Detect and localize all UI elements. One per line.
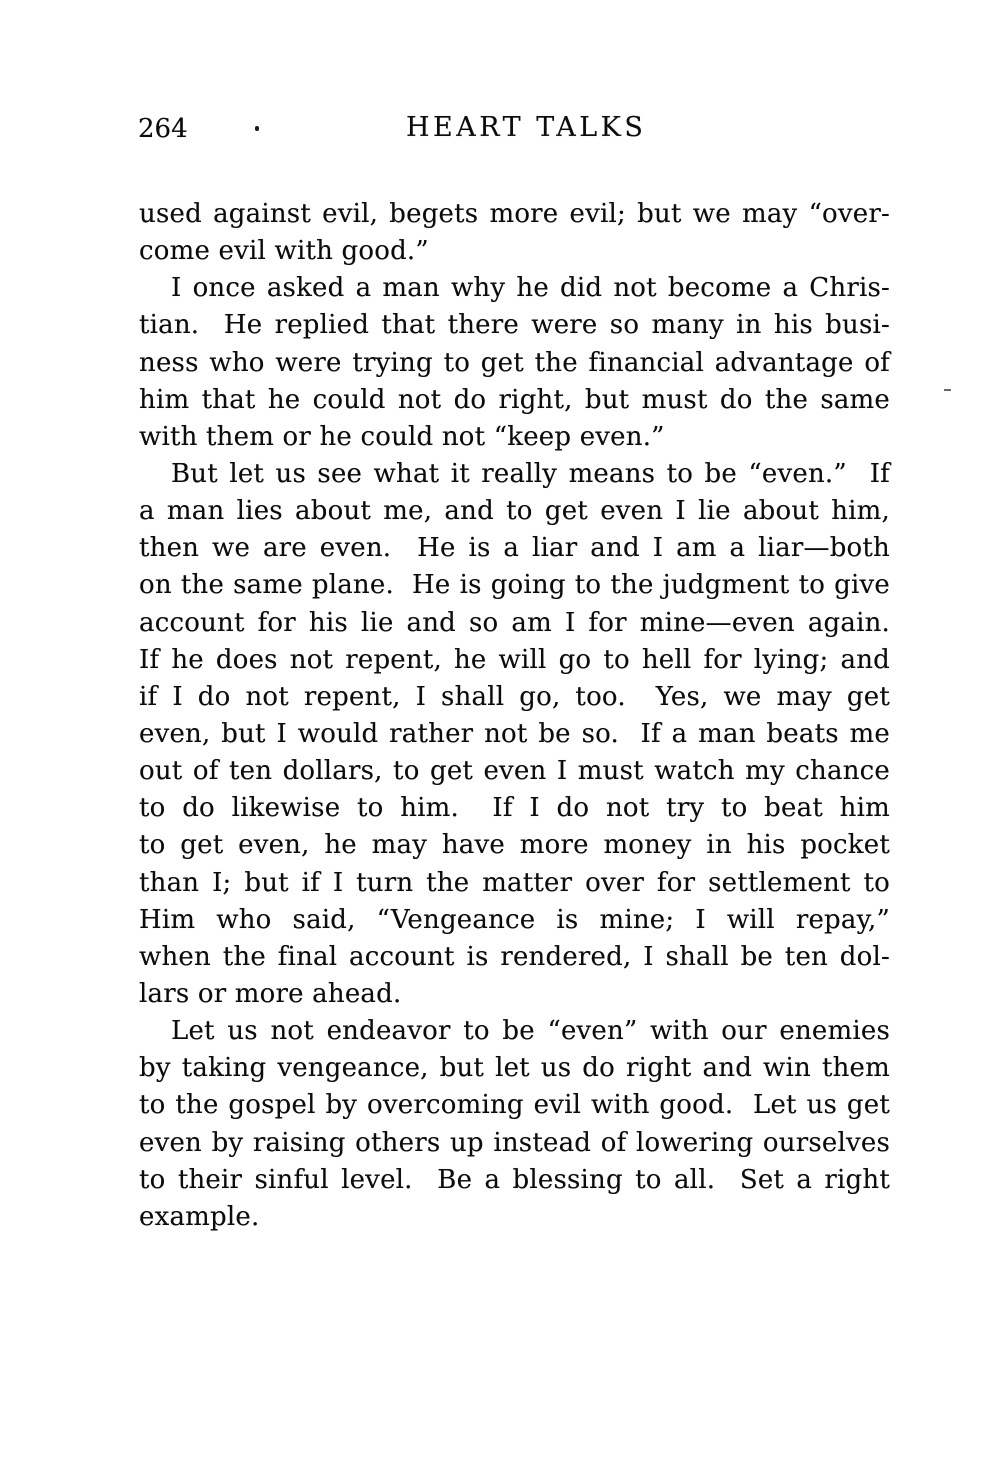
text-line: to their sinful level. Be a blessing to all. Set a right <box>139 1164 890 1195</box>
text-line: come evil with good.” <box>139 236 429 267</box>
ink-speck-dot-icon <box>255 126 259 131</box>
text-line: But let us see what it really means to be “even.” If <box>171 458 890 489</box>
page-number: 264 <box>138 114 188 144</box>
text-line: than I; but if I turn the matter over for settlement to <box>139 867 890 898</box>
text-line: example. <box>139 1201 260 1232</box>
text-line: out of ten dollars, to get even I must watch my chance <box>139 756 890 787</box>
text-line: him that he could not do right, but must do the same <box>139 384 890 415</box>
body-text-block <box>139 196 890 1236</box>
text-line: by taking vengeance, but let us do right and win them <box>139 1053 890 1084</box>
text-line: ness who were trying to get the financial advantage of <box>139 347 890 378</box>
ink-speck-dash-icon <box>944 389 951 391</box>
text-line: a man lies about me, and to get even I lie about him, <box>139 496 890 527</box>
text-line: account for his lie and so am I for mine—even again. <box>139 607 890 638</box>
text-line: lars or more ahead. <box>139 978 402 1009</box>
text-line: if I do not repent, I shall go, too. Yes, we may get <box>139 681 890 712</box>
text-line: used against evil, begets more evil; but we may “over- <box>139 199 890 229</box>
text-line: to get even, he may have more money in his pocket <box>139 830 890 861</box>
text-line: Let us not endeavor to be “even” with our enemies <box>171 1016 890 1047</box>
text-line: with them or he could not “keep even.” <box>139 421 665 452</box>
text-line: to the gospel by overcoming evil with good. Let us get <box>139 1090 890 1121</box>
text-line: to do likewise to him. If I do not try to beat him <box>139 793 890 824</box>
text-line: even by raising others up instead of lowering ourselves <box>139 1127 890 1158</box>
text-line: I once asked a man why he did not become a Chris- <box>171 273 890 304</box>
text-line: If he does not repent, he will go to hell for lying; and <box>139 644 890 675</box>
text-line: tian. He replied that there were so many in his busi- <box>139 310 890 341</box>
text-line: Him who said, “Vengeance is mine; I will repay,” <box>139 904 890 935</box>
text-line: even, but I would rather not be so. If a man beats me <box>139 718 890 749</box>
running-header-title: HEART TALKS <box>406 112 647 143</box>
text-line: then we are even. He is a liar and I am a liar—both <box>139 533 890 564</box>
text-line: on the same plane. He is going to the judgment to give <box>139 570 890 601</box>
text-line: when the final account is rendered, I shall be ten dol- <box>139 941 890 972</box>
